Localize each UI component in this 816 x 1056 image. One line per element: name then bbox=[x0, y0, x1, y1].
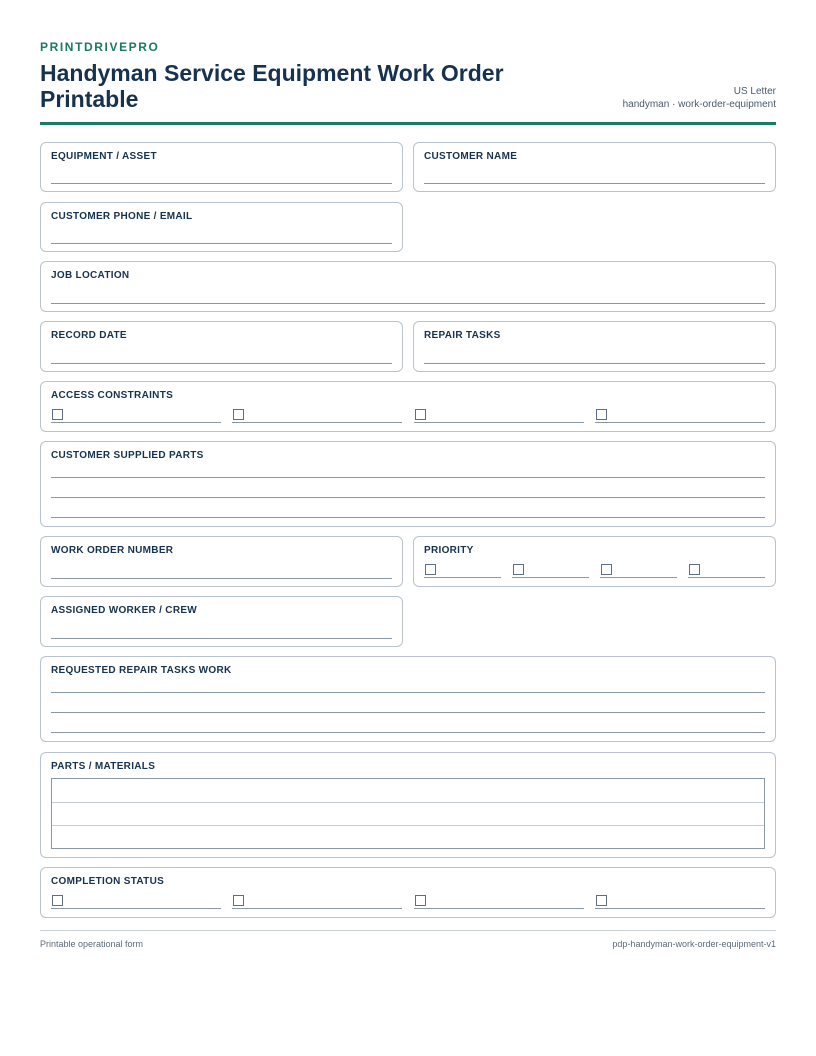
completion-status-option-line[interactable] bbox=[232, 908, 402, 909]
priority-option-line[interactable] bbox=[600, 577, 677, 578]
requested-repair-tasks-work-line[interactable] bbox=[51, 712, 765, 713]
document-tags: handyman · work-order-equipment bbox=[622, 99, 776, 110]
assigned-worker-crew-field bbox=[40, 596, 403, 647]
access-constraints-field bbox=[40, 381, 776, 432]
priority-checkbox[interactable] bbox=[601, 564, 612, 575]
assigned-worker-crew-label: ASSIGNED WORKER / CREW bbox=[51, 605, 198, 616]
customer-supplied-parts-line[interactable] bbox=[51, 517, 765, 518]
priority-checkbox[interactable] bbox=[425, 564, 436, 575]
requested-repair-tasks-work-line[interactable] bbox=[51, 692, 765, 693]
work-order-number-label: WORK ORDER NUMBER bbox=[51, 545, 174, 556]
access-constraint-checkbox[interactable] bbox=[415, 409, 426, 420]
job-location-field bbox=[40, 261, 776, 312]
priority-field bbox=[413, 536, 776, 587]
record-date-field bbox=[40, 321, 403, 372]
completion-status-checkbox[interactable] bbox=[596, 895, 607, 906]
completion-status-checkbox[interactable] bbox=[233, 895, 244, 906]
footer-form-type: Printable operational form bbox=[40, 939, 144, 949]
completion-status-label: COMPLETION STATUS bbox=[51, 876, 165, 887]
customer-phone-email-input-line[interactable] bbox=[51, 243, 392, 244]
access-constraint-option-line[interactable] bbox=[414, 422, 584, 423]
priority-checkbox[interactable] bbox=[513, 564, 524, 575]
customer-name-label: CUSTOMER NAME bbox=[424, 151, 518, 162]
requested-repair-tasks-work-line[interactable] bbox=[51, 732, 765, 733]
access-constraints-label: ACCESS CONSTRAINTS bbox=[51, 390, 174, 401]
completion-status-checkbox[interactable] bbox=[52, 895, 63, 906]
customer-name-input-line[interactable] bbox=[424, 183, 765, 184]
brand-name: PRINTDRIVEPRO bbox=[40, 40, 160, 54]
page-title: Handyman Service Equipment Work Order Printable bbox=[40, 60, 504, 112]
repair-tasks-label: REPAIR TASKS bbox=[424, 330, 501, 341]
repair-tasks-field bbox=[413, 321, 776, 372]
completion-status-checkbox[interactable] bbox=[415, 895, 426, 906]
record-date-input-line[interactable] bbox=[51, 363, 392, 364]
customer-supplied-parts-line[interactable] bbox=[51, 497, 765, 498]
equipment-asset-label: EQUIPMENT / ASSET bbox=[51, 151, 157, 162]
customer-supplied-parts-field bbox=[40, 441, 776, 527]
requested-repair-tasks-work-label: REQUESTED REPAIR TASKS WORK bbox=[51, 665, 232, 676]
priority-option-line[interactable] bbox=[688, 577, 765, 578]
completion-status-field bbox=[40, 867, 776, 918]
priority-label: PRIORITY bbox=[424, 545, 474, 556]
customer-phone-email-field bbox=[40, 202, 403, 252]
completion-status-option-line[interactable] bbox=[595, 908, 765, 909]
customer-supplied-parts-label: CUSTOMER SUPPLIED PARTS bbox=[51, 450, 204, 461]
parts-materials-table-row-divider bbox=[52, 825, 764, 826]
parts-materials-table[interactable] bbox=[51, 778, 765, 849]
parts-materials-table-row-divider bbox=[52, 802, 764, 803]
customer-phone-email-label: CUSTOMER PHONE / EMAIL bbox=[51, 211, 193, 222]
record-date-label: RECORD DATE bbox=[51, 330, 127, 341]
footer-divider bbox=[40, 930, 776, 931]
customer-name-field bbox=[413, 142, 776, 192]
parts-materials-field bbox=[40, 752, 776, 858]
footer-form-id: pdp-handyman-work-order-equipment-v1 bbox=[612, 939, 776, 949]
access-constraint-checkbox[interactable] bbox=[596, 409, 607, 420]
completion-status-option-line[interactable] bbox=[51, 908, 221, 909]
completion-status-option-line[interactable] bbox=[414, 908, 584, 909]
repair-tasks-input-line[interactable] bbox=[424, 363, 765, 364]
access-constraint-checkbox[interactable] bbox=[233, 409, 244, 420]
equipment-asset-input-line[interactable] bbox=[51, 183, 392, 184]
priority-option-line[interactable] bbox=[424, 577, 501, 578]
work-order-number-input-line[interactable] bbox=[51, 578, 392, 579]
job-location-input-line[interactable] bbox=[51, 303, 765, 304]
parts-materials-label: PARTS / MATERIALS bbox=[51, 761, 156, 772]
requested-repair-tasks-work-field bbox=[40, 656, 776, 742]
priority-checkbox[interactable] bbox=[689, 564, 700, 575]
document-meta bbox=[623, 85, 776, 111]
job-location-label: JOB LOCATION bbox=[51, 270, 130, 281]
access-constraint-checkbox[interactable] bbox=[52, 409, 63, 420]
access-constraint-option-line[interactable] bbox=[232, 422, 402, 423]
access-constraint-option-line[interactable] bbox=[595, 422, 765, 423]
assigned-worker-crew-input-line[interactable] bbox=[51, 638, 392, 639]
priority-option-line[interactable] bbox=[512, 577, 589, 578]
equipment-asset-field bbox=[40, 142, 403, 192]
work-order-number-field bbox=[40, 536, 403, 587]
header-divider bbox=[40, 122, 776, 125]
customer-supplied-parts-line[interactable] bbox=[51, 477, 765, 478]
paper-size: US Letter bbox=[733, 86, 776, 97]
access-constraint-option-line[interactable] bbox=[51, 422, 221, 423]
